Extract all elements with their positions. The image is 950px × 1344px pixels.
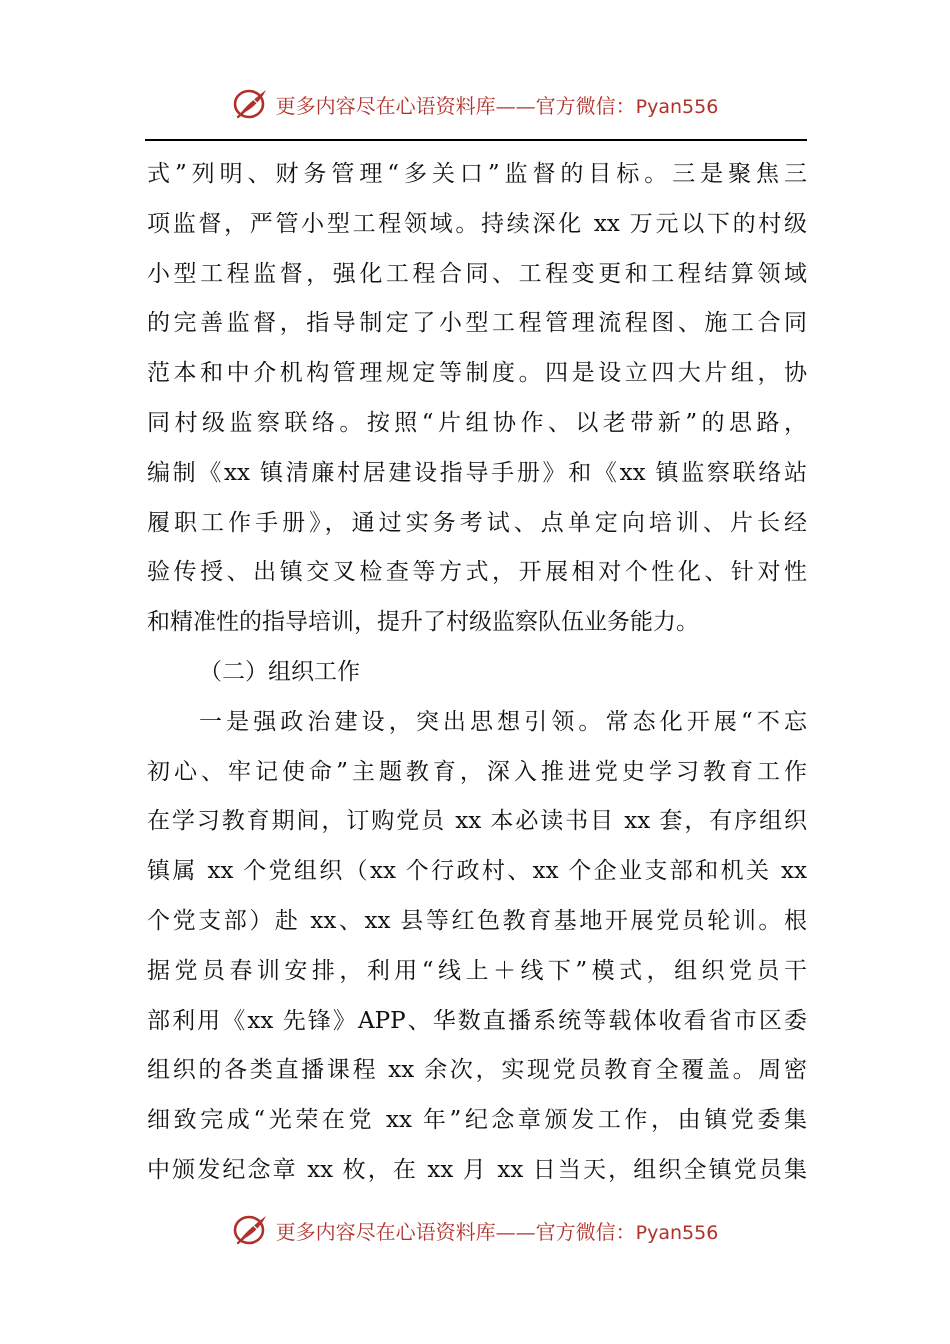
text-line: 履职工作手册》，通过实务考试、点单定向培训、片长经 (147, 509, 807, 536)
text-line: 在学习教育期间，订购党员 xx 本必读书目 xx 套，有序组织 (147, 808, 807, 835)
document-body (147, 150, 807, 1196)
banner-text: 更多内容尽在心语资料库——官方微信：Pyan556 (275, 93, 719, 118)
text-line: 一是强政治建设，突出思想引领。常态化开展“不忘 (199, 708, 807, 735)
text-line: 小型工程监督，强化工程合同、工程变更和工程结算领域 (147, 260, 807, 287)
text-line: 部利用《xx 先锋》APP、华数直播系统等载体收看省市区委 (147, 1007, 807, 1034)
section-heading: （二）组织工作 (199, 658, 360, 685)
text-line: 编制《xx 镇清廉村居建设指导手册》和《xx 镇监察联络站 (147, 459, 807, 486)
text-line: 同村级监察联络。按照“片组协作、以老带新”的思路， (147, 409, 807, 436)
text-line: 项监督，严管小型工程领域。持续深化 xx 万元以下的村级 (147, 210, 807, 237)
quill-logo-icon (232, 87, 270, 121)
text-line: 和精准性的指导培训，提升了村级监察队伍业务能力。 (147, 609, 699, 636)
text-line: 镇属 xx 个党组织（xx 个行政村、xx 个企业支部和机关 xx (147, 858, 807, 885)
text-line: 验传授、出镇交叉检查等方式，开展相对个性化、针对性 (147, 559, 807, 586)
text-line: 中颁发纪念章 xx 枚，在 xx 月 xx 日当天，组织全镇党员集 (147, 1156, 807, 1183)
text-line: 据党员春训安排，利用“线上＋线下”模式，组织党员干 (147, 957, 807, 984)
text-line: 范本和中介机构管理规定等制度。四是设立四大片组，协 (147, 360, 807, 387)
text-line: 细致完成“光荣在党 xx 年”纪念章颁发工作，由镇党委集 (147, 1107, 807, 1134)
footer-banner (0, 1210, 950, 1250)
text-line: 式”列明、财务管理“多关口”监督的目标。三是聚焦三 (147, 161, 807, 187)
header-banner (0, 84, 950, 124)
text-line: 的完善监督，指导制定了小型工程管理流程图、施工合同 (147, 310, 807, 337)
quill-logo-icon (232, 1213, 270, 1247)
text-line: 初心、牢记使命”主题教育，深入推进党史学习教育工作 (147, 758, 807, 785)
text-line: 个党支部）赴 xx、xx 县等红色教育基地开展党员轮训。根 (147, 907, 807, 934)
header-divider (145, 139, 807, 141)
text-line: 组织的各类直播课程 xx 余次，实现党员教育全覆盖。周密 (147, 1057, 807, 1084)
banner-text: 更多内容尽在心语资料库——官方微信：Pyan556 (275, 1219, 719, 1244)
